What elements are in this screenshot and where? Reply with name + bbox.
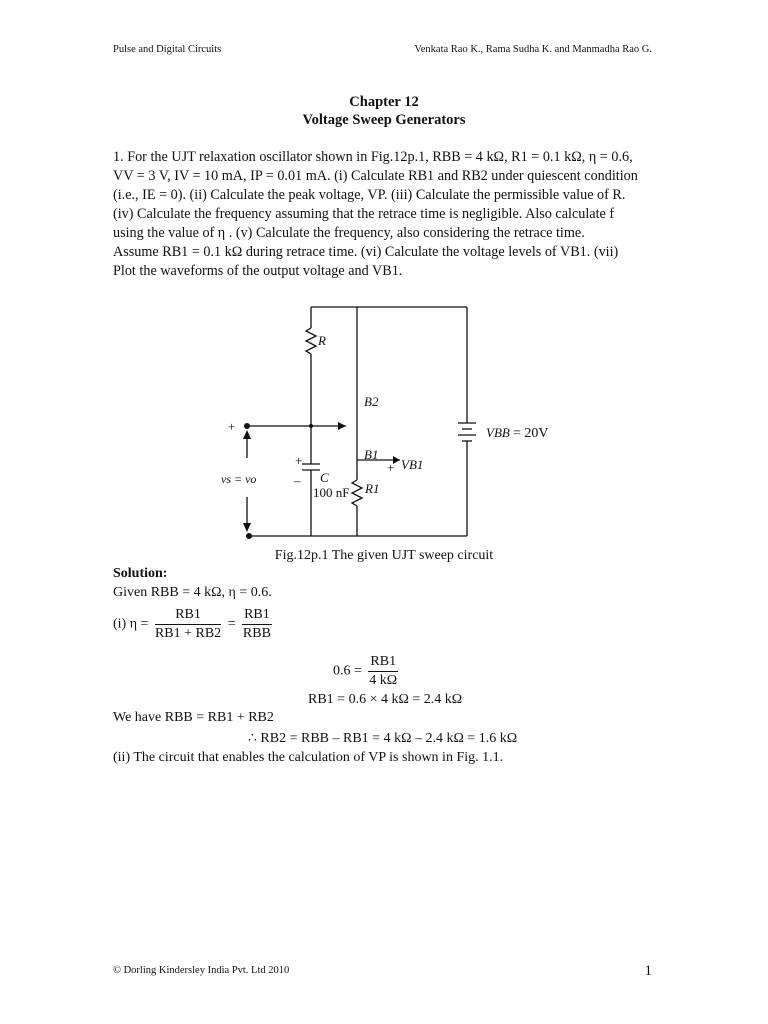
part-ii-line: (ii) The circuit that enables the calculation of VP is shown in Fig. 1.1. <box>113 750 504 765</box>
problem-line: using the value of η . (v) Calculate the frequency, also considering the retrace time. <box>113 225 585 241</box>
label-plus-output: + <box>228 419 236 434</box>
eq1-denominator-1: RB1 + RB2 <box>154 626 222 641</box>
label-vs-vo: vs = vo <box>221 472 257 486</box>
label-vb1-plus: + <box>387 460 395 475</box>
problem-line: 1. For the UJT relaxation oscillator shown in Fig.12p.1, RBB = 4 kΩ, R1 = 0.1 kΩ, η = 0.6, <box>113 149 633 165</box>
output-terminal-top <box>244 423 250 429</box>
solution-title: Solution: <box>113 566 168 581</box>
emitter-arrow <box>338 422 346 430</box>
header-right: Venkata Rao K., Rama Sudha K. and Manmadha Rao G. <box>414 44 652 55</box>
problem-line: Assume RB1 = 0.1 kΩ during retrace time. (vi) Calculate the voltage levels of VB1. (vii) <box>113 244 619 260</box>
we-have-line: We have RBB = RB1 + RB2 <box>113 710 274 725</box>
eq1-fraction-2 <box>242 606 272 643</box>
eq1-prefix: (i) η = <box>113 616 149 632</box>
vo-arrow-down-head <box>243 523 251 532</box>
equation-2 <box>333 653 401 690</box>
label-minus-cap: – <box>294 473 301 488</box>
resistor-r1 <box>352 480 362 506</box>
label-cap-value: 100 nF <box>313 485 350 500</box>
resistor-r <box>306 328 316 354</box>
eq1-numerator-2: RB1 <box>242 606 272 625</box>
chapter-number: Chapter 12 <box>349 94 419 110</box>
label-vb1: VB1 <box>401 457 424 472</box>
label-vbb: VBB <box>486 425 510 440</box>
output-terminal-bottom <box>246 533 252 539</box>
chapter-title: Voltage Sweep Generators <box>302 112 466 128</box>
label-b1: B1 <box>364 447 379 462</box>
eq1-fraction-1 <box>155 606 221 643</box>
eq1-equals: = <box>227 616 236 632</box>
eq2-fraction <box>368 653 398 690</box>
problem-line: VV = 3 V, IV = 10 mA, IP = 0.01 mA. (i) Calculate RB1 and RB2 under quiescent condition <box>113 168 638 184</box>
page-number: 1 <box>644 963 652 979</box>
eq2-lhs: 0.6 = <box>333 663 362 679</box>
label-c: C <box>320 470 329 485</box>
figure-caption: Fig.12p.1 The given UJT sweep circuit <box>274 548 494 563</box>
label-b2: B2 <box>364 394 379 409</box>
problem-line: Plot the waveforms of the output voltage and VB1. <box>113 263 403 279</box>
equation-3: RB1 = 0.6 × 4 kΩ = 2.4 kΩ <box>308 692 463 707</box>
therefore-line: ∴ RB2 = RBB – RB1 = 4 kΩ – 2.4 kΩ = 1.6 kΩ <box>248 731 518 746</box>
eq2-denominator: 4 kΩ <box>369 673 398 688</box>
vo-arrow-up-head <box>243 430 251 439</box>
eq2-numerator: RB1 <box>368 653 398 672</box>
label-vbb-value: = 20V <box>513 426 549 441</box>
problem-line: (iv) Calculate the frequency assuming that the retrace time is negligible. Also calculate f <box>113 206 615 222</box>
problem-line: (i.e., IE = 0). (ii) Calculate the peak voltage, VP. (iii) Calculate the permissible value of R. <box>113 187 626 203</box>
eq1-denominator-2: RBB <box>242 626 271 641</box>
junction-dot <box>309 424 313 428</box>
equation-1 <box>113 606 275 643</box>
header-left: Pulse and Digital Circuits <box>113 44 222 55</box>
label-r1: R1 <box>365 481 380 496</box>
footer-copyright: © Dorling Kindersley India Pvt. Ltd 2010 <box>113 965 290 976</box>
given-line: Given RBB = 4 kΩ, η = 0.6. <box>113 585 272 600</box>
eq1-numerator-1: RB1 <box>155 606 221 625</box>
label-plus-cap: + <box>295 453 303 468</box>
label-r: R <box>318 333 326 348</box>
